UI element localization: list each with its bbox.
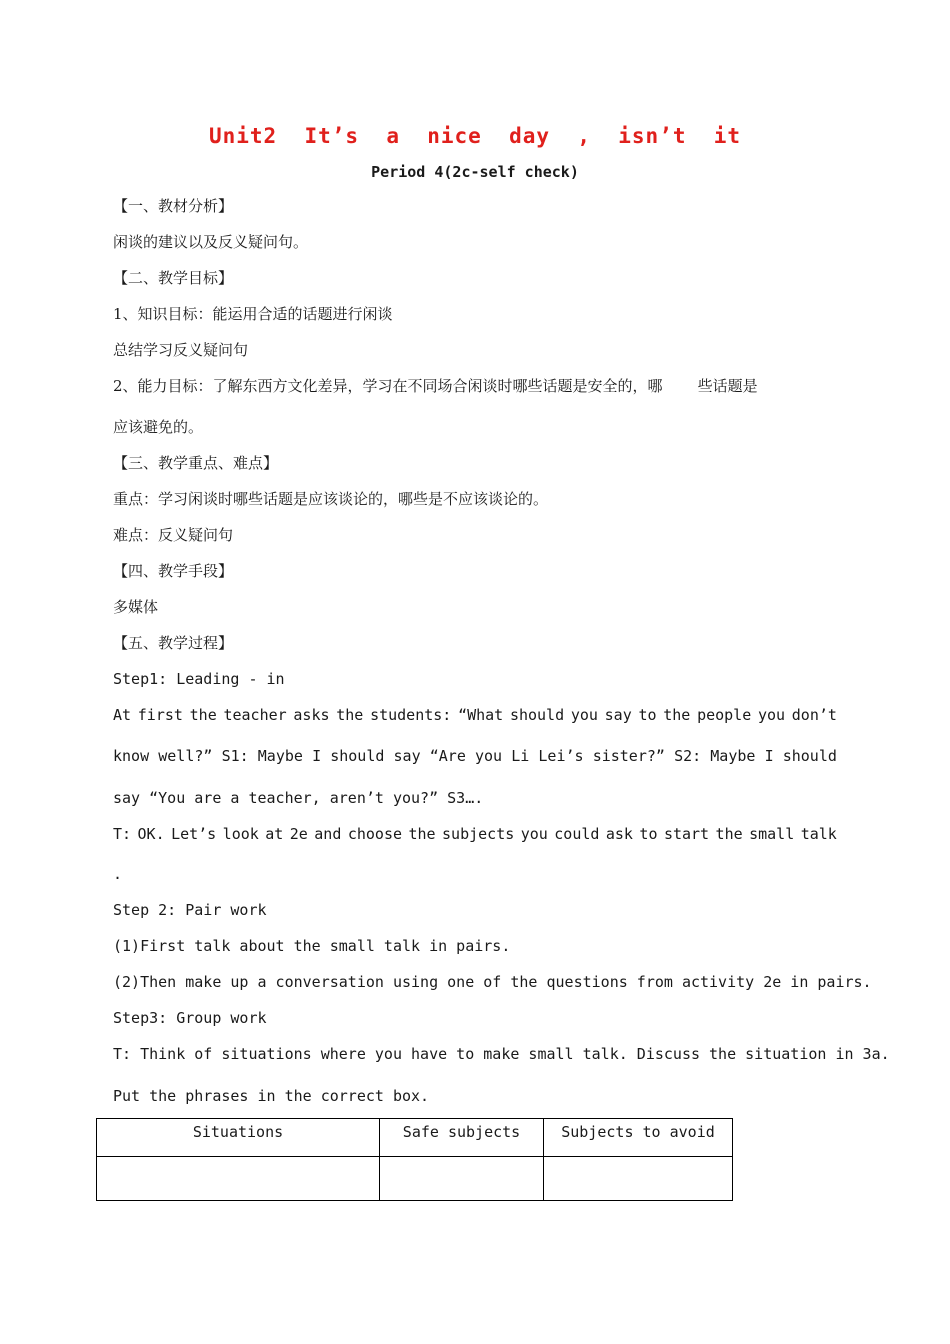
word: the [336,706,364,724]
word: start [663,825,710,843]
word: the [663,706,691,724]
step3-title: Step3: Group work [113,1009,267,1027]
word: say [393,747,421,765]
header-safe-subjects: Safe subjects [380,1119,544,1157]
word: Lei’s [538,747,584,765]
objective-ability-part2: 些话题是 [697,377,758,395]
section-text-analysis: 闲谈的建议以及反义疑问句。 [113,233,309,251]
word: ask [605,825,633,843]
key-point-focus: 重点：学习闲谈时哪些话题是应该谈论的，哪些是不应该谈论的。 [113,490,549,508]
table-row [97,1157,733,1201]
word: I [312,747,322,765]
word: teacher [223,706,287,724]
word: “Are [429,747,466,765]
step2-item2: (2)Then make up a conversation using one of the questions from activity 2e in pairs. [113,973,872,991]
period-subtitle: Period 4(2c-self check) [371,163,579,181]
key-point-difficulty: 难点：反义疑问句 [113,526,234,544]
table-header-row [97,1119,733,1157]
table-cell [97,1157,380,1201]
step1-line4-end: . [113,865,123,883]
table-cell [544,1157,733,1201]
objective-ability-continued: 应该避免的。 [113,418,204,436]
word: OK. [137,825,165,843]
word: don’t [791,706,837,724]
word: say [604,706,632,724]
word: at [265,825,284,843]
header-situations: Situations [97,1119,380,1157]
section-heading-means: 【四、教学手段】 [113,562,234,580]
word: T: [113,825,132,843]
word: sister?” [592,747,665,765]
document-title: Unit2 It’s a nice day , isn’t it [208,124,742,148]
word: choose [347,825,403,843]
word: the [189,706,217,724]
objective-knowledge: 1、知识目标：能运用合适的话题进行闲谈 [113,305,393,323]
word: I [764,747,774,765]
word: look [222,825,259,843]
word: should [330,747,385,765]
step1-line2 [113,746,837,766]
word: you [475,747,503,765]
word: first [137,706,183,724]
objective-knowledge-summary: 总结学习反义疑问句 [113,341,249,359]
word: talk [800,825,837,843]
word: know [113,747,150,765]
word: well?” [158,747,213,765]
word: should [509,706,565,724]
section-heading-key-points: 【三、教学重点、难点】 [113,454,279,472]
word: Maybe [257,747,303,765]
word: S2: [674,747,702,765]
step1-line1 [113,705,837,725]
word: Li [511,747,530,765]
word: you [757,706,786,724]
word: to [639,825,658,843]
word: to [638,706,657,724]
word: asks [293,706,330,724]
step2-title: Step 2: Pair work [113,901,267,919]
section-heading-objectives: 【二、教学目标】 [113,269,234,287]
word: At [113,706,132,724]
step1-line4 [113,824,837,844]
word: “What [458,706,504,724]
header-subjects-to-avoid: Subjects to avoid [544,1119,733,1157]
step2-item1: (1)First talk about the small talk in pairs. [113,937,511,955]
table-cell [380,1157,544,1201]
word: Maybe [710,747,756,765]
word: should [782,747,837,765]
subjects-table [96,1118,733,1201]
word: the [408,825,436,843]
section-heading-process: 【五、教学过程】 [113,634,234,652]
word: could [554,825,600,843]
word: subjects [442,825,515,843]
step3-line1: T: Think of situations where you have to make small talk. Discuss the situation in 3a. [113,1045,890,1063]
word: you [520,825,548,843]
word: people [697,706,752,724]
word: Let’s [171,825,217,843]
step1-title: Step1: Leading - in [113,670,285,688]
word: the [715,825,743,843]
word: S1: [221,747,249,765]
word: students: [370,706,452,724]
section-text-means: 多媒体 [113,598,159,616]
section-heading-analysis: 【一、教材分析】 [113,197,234,215]
step1-line3: say “You are a teacher, aren’t you?” S3…. [113,789,484,807]
word: small [749,825,795,843]
word: 2e [289,825,308,843]
step3-line2: Put the phrases in the correct box. [113,1087,430,1105]
objective-ability [113,376,758,396]
word: and [314,825,342,843]
word: you [570,706,598,724]
objective-ability-part1: 2、能力目标：了解东西方文化差异，学习在不同场合闲谈时哪些话题是安全的，哪 [113,377,663,395]
